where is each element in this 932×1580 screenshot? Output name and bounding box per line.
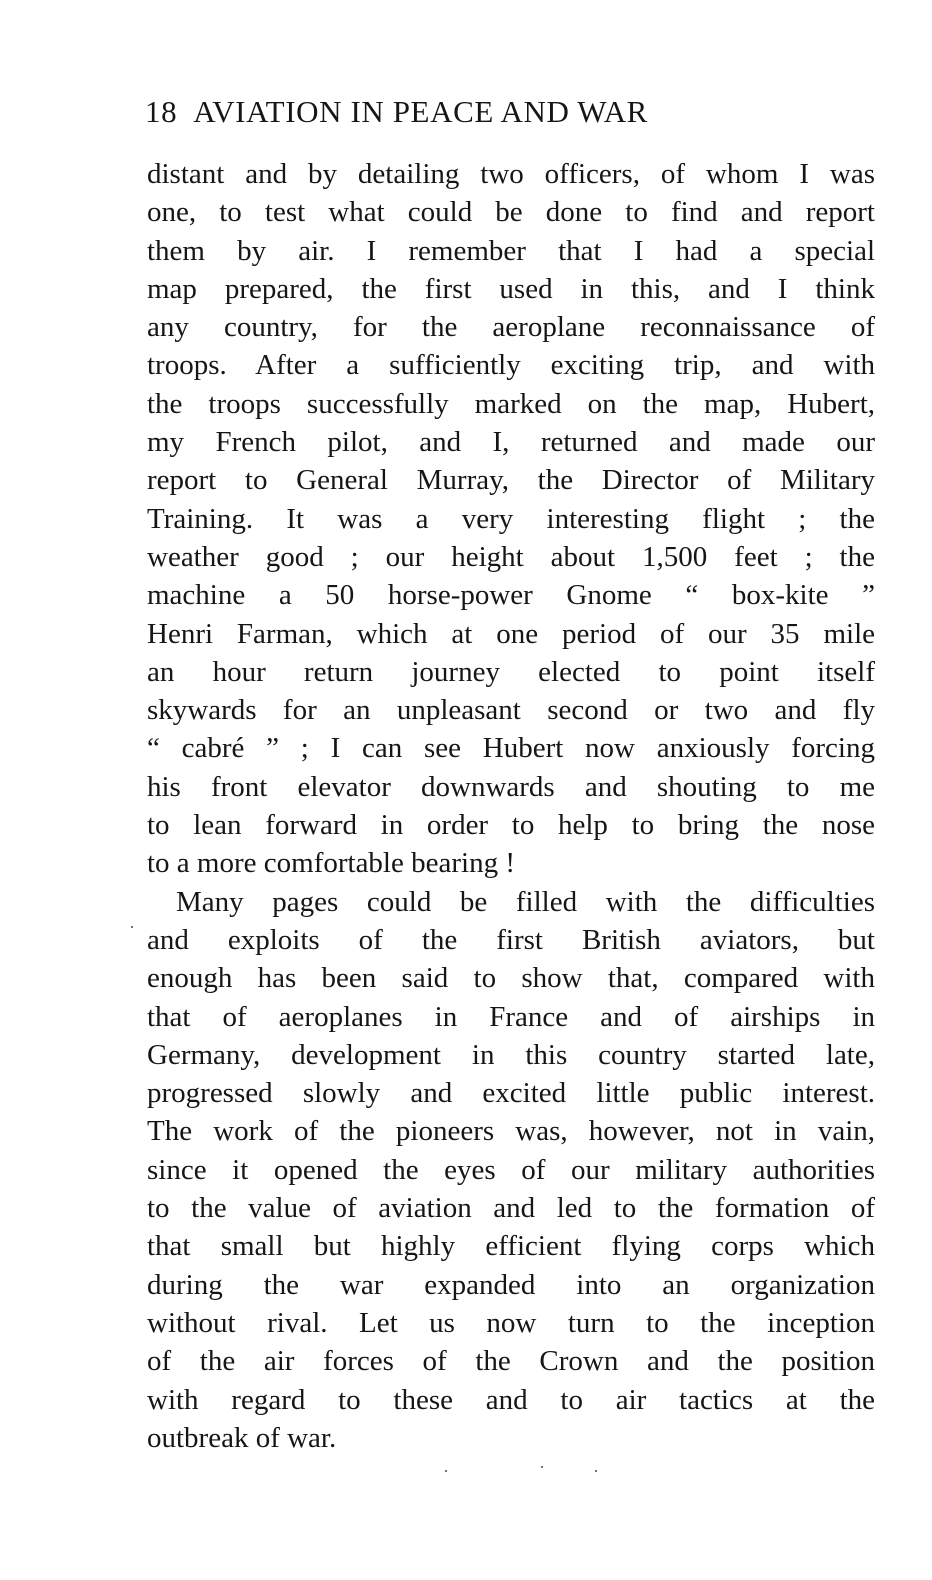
text-line: my French pilot, and I, returned and made our — [147, 426, 875, 459]
print-speck — [445, 1470, 447, 1472]
print-speck — [595, 1470, 597, 1472]
text-line: troops. After a sufficiently exciting trip, and with — [147, 349, 875, 382]
page-number: 18 — [145, 94, 178, 129]
text-line: that small but highly efficient flying corps which — [147, 1230, 875, 1263]
text-line: since it opened the eyes of our military authorities — [147, 1153, 875, 1186]
text-line: Many pages could be filled with the difficulties — [176, 885, 875, 918]
text-line: weather good ; our height about 1,500 feet ; the — [147, 540, 875, 573]
text-line: the troops successfully marked on the map, Hubert, — [147, 387, 875, 420]
body-text — [147, 155, 875, 1457]
text-line: and exploits of the first British aviators, but — [147, 923, 875, 956]
text-line: enough has been said to show that, compared with — [147, 962, 875, 995]
text-line: distant and by detailing two officers, of whom I was — [147, 158, 875, 190]
text-line: report to General Murray, the Director of Military — [147, 464, 875, 497]
text-line: progressed slowly and excited little public interest. — [147, 1077, 875, 1110]
text-line: Training. It was a very interesting flight ; the — [147, 502, 875, 535]
print-speck — [131, 926, 133, 928]
text-line: during the war expanded into an organization — [147, 1268, 875, 1301]
text-line: them by air. I remember that I had a special — [147, 234, 875, 267]
text-line: with regard to these and to air tactics at the — [147, 1383, 875, 1416]
text-line: that of aeroplanes in France and of airships in — [147, 1000, 875, 1033]
text-line: Germany, development in this country started late, — [147, 1038, 875, 1071]
text-line: to a more comfortable bearing ! — [147, 847, 515, 880]
running-title: AVIATION IN PEACE AND WAR — [193, 94, 648, 129]
text-line: of the air forces of the Crown and the position — [147, 1345, 875, 1378]
text-line: an hour return journey elected to point itself — [147, 655, 875, 688]
print-speck — [541, 1466, 543, 1468]
text-line: “ cabré ” ; I can see Hubert now anxiously forcing — [147, 732, 875, 765]
text-line: without rival. Let us now turn to the inception — [147, 1306, 875, 1339]
text-line: any country, for the aeroplane reconnaissance of — [147, 311, 875, 344]
paragraph-2 — [147, 883, 875, 1457]
text-line: machine a 50 horse-power Gnome “ box-kite ” — [147, 579, 875, 612]
text-line: his front elevator downwards and shouting to me — [147, 770, 875, 803]
text-line: one, to test what could be done to find and report — [147, 196, 875, 229]
text-line: map prepared, the first used in this, and I think — [147, 272, 875, 305]
text-line: outbreak of war. — [147, 1421, 337, 1454]
text-line: skywards for an unpleasant second or two and fly — [147, 694, 875, 727]
text-line: to lean forward in order to help to bring the nose — [147, 809, 875, 842]
paragraph-1 — [147, 155, 875, 883]
running-head — [145, 92, 835, 132]
text-line: Henri Farman, which at one period of our 35 mile — [147, 617, 875, 650]
text-line: to the value of aviation and led to the formation of — [147, 1192, 875, 1225]
text-line: The work of the pioneers was, however, not in vain, — [147, 1115, 875, 1148]
